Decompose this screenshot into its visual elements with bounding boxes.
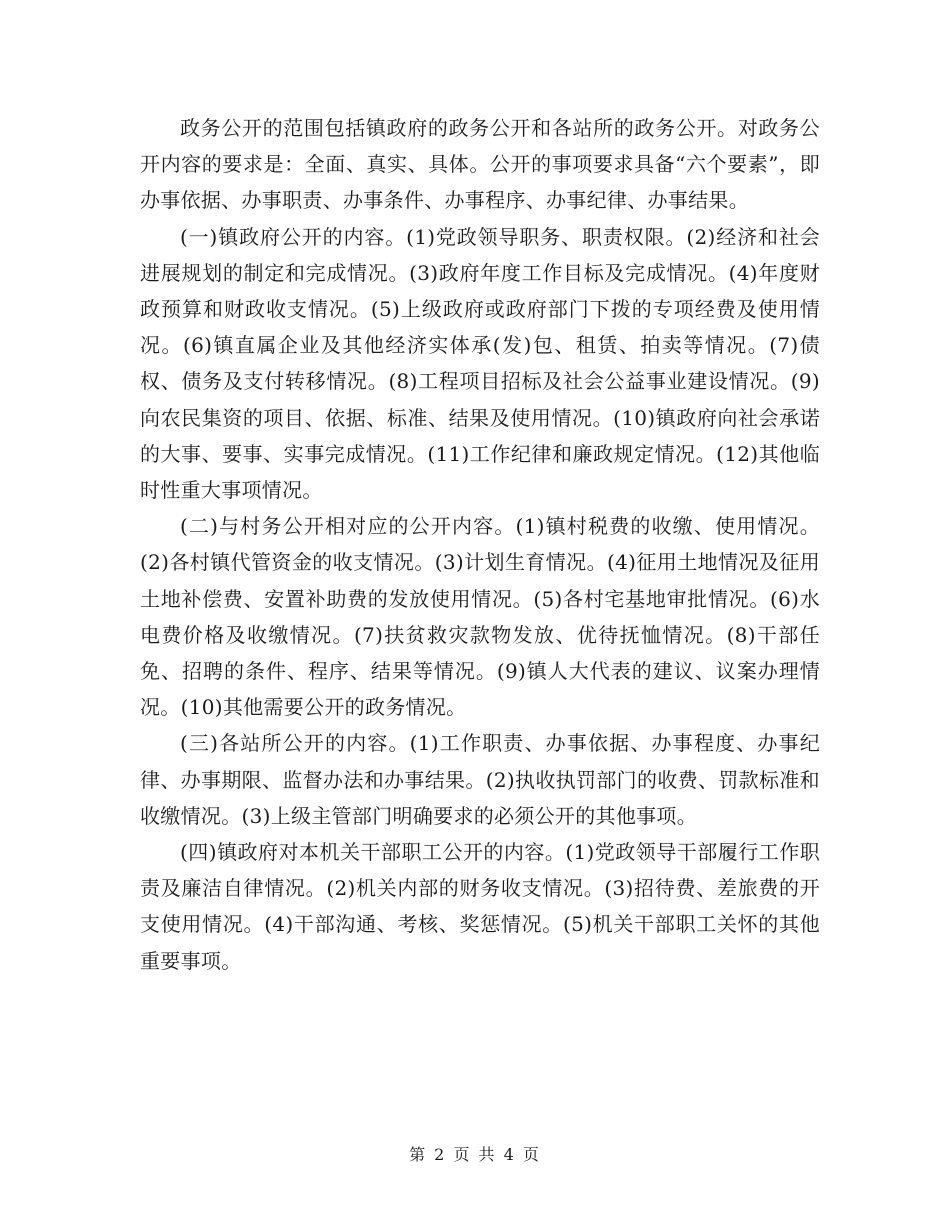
page-number-footer: 第 2 页 共 4 页 [409,1145,541,1164]
paragraph-scope: 政务公开的范围包括镇政府的政务公开和各站所的政务公开。对政务公开内容的要求是：全面、真实、具体。公开的事项要求具备“六个要素”，即办事依据、办事职责、办事条件、办事程序、办事纪律、办事结果。 [140,116,820,213]
document-body [140,110,820,979]
paragraph-town-government: (一)镇政府公开的内容。(1)党政领导职务、职责权限。(2)经济和社会进展规划的制定和完成情况。(3)政府年度工作目标及完成情况。(4)年度财政预算和财政收支情况。(5)上级政府或政府部门下拨的专项经费及使用情况。(6)镇直属企业及其他经济实体承(发)包、租赁、拍卖等情况。(7)债权、债务及支付转移情况。(8)工程项目招标及社会公益事业建设情况。(9)向农民集资的项目、依据、标准、结果及使用情况。(10)镇政府向社会承诺的大事、要事、实事完成情况。(11)工作纪律和廉政规定情况。(12)其他临时性重大事项情况。 [140,224,820,503]
paragraph-village-affairs: (二)与村务公开相对应的公开内容。(1)镇村税费的收缴、使用情况。(2)各村镇代管资金的收支情况。(3)计划生育情况。(4)征用土地情况及征用土地补偿费、安置补助费的发放使用情况。(5)各村宅基地审批情况。(6)水电费价格及收缴情况。(7)扶贫救灾款物发放、优待抚恤情况。(8)干部任免、招聘的条件、程序、结果等情况。(9)镇人大代表的建议、议案办理情况。(10)其他需要公开的政务情况。 [140,514,820,720]
paragraph-stations: (三)各站所公开的内容。(1)工作职责、办事依据、办事程度、办事纪律、办事期限、监督办法和办事结果。(2)执收执罚部门的收费、罚款标准和收缴情况。(3)上级主管部门明确要求的必须公开的其他事项。 [140,731,820,828]
paragraph-staff: (四)镇政府对本机关干部职工公开的内容。(1)党政领导干部履行工作职责及廉洁自律情况。(2)机关内部的财务收支情况。(3)招待费、差旅费的开支使用情况。(4)干部沟通、考核、奖惩情况。(5)机关干部职工关怀的其他重要事项。 [140,840,820,973]
